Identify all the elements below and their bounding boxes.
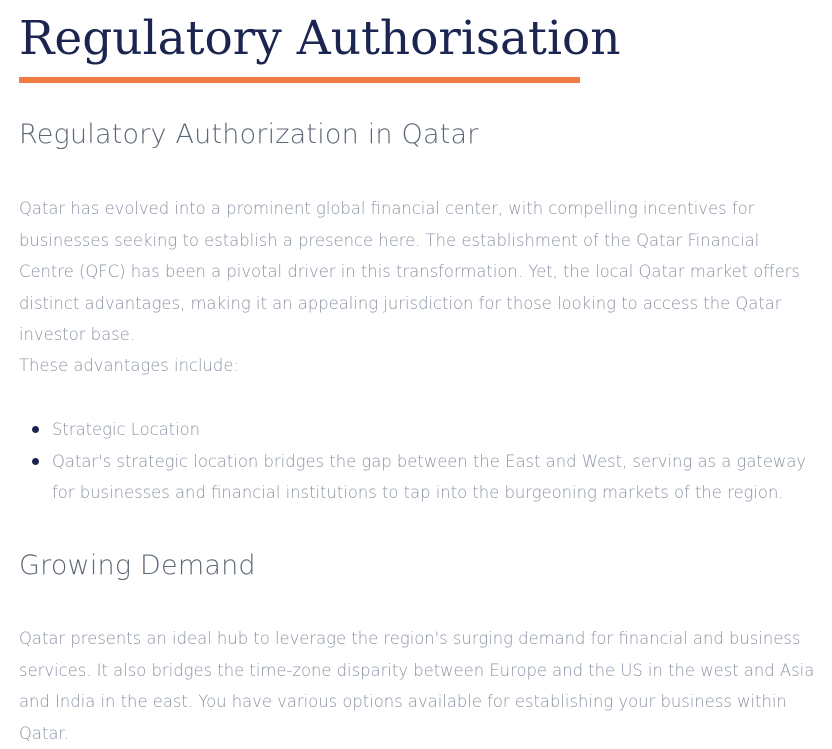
advantages-intro: These advantages include: bbox=[19, 356, 239, 375]
advantages-list bbox=[19, 414, 819, 509]
growing-demand-paragraph: Qatar presents an ideal hub to leverage the region's surging demand for financial and business services. It also bridges the time-zone disparity between Europe and the US in the west and Asia and India in the east. You have various options available for establishing your business within Qatar. bbox=[19, 629, 815, 743]
section-heading-regulatory-authorization: Regulatory Authorization in Qatar bbox=[19, 119, 479, 150]
title-underline bbox=[19, 77, 580, 83]
page-title: Regulatory Authorisation bbox=[19, 11, 621, 66]
bullet-icon bbox=[32, 458, 39, 465]
list-item bbox=[19, 446, 819, 509]
bullet-icon bbox=[32, 426, 39, 433]
section-heading-growing-demand: Growing Demand bbox=[19, 550, 256, 581]
list-item bbox=[19, 414, 819, 446]
list-item-text: Strategic Location bbox=[52, 420, 201, 439]
list-item-text: Qatar's strategic location bridges the gap between the East and West, serving as a gateway for businesses and financial institutions to tap into the burgeoning markets of the region. bbox=[52, 451, 807, 502]
page-content bbox=[19, 0, 819, 743]
intro-paragraph: Qatar has evolved into a prominent global financial center, with compelling incentives for businesses seeking to establish a presence here. The establishment of the Qatar Financial Centre (QFC) has been a pivotal driver in this transformation. Yet, the local Qatar market offers distinct advantages, making it an appealing jurisdiction for those looking to access the Qatar investor base. bbox=[19, 199, 800, 344]
